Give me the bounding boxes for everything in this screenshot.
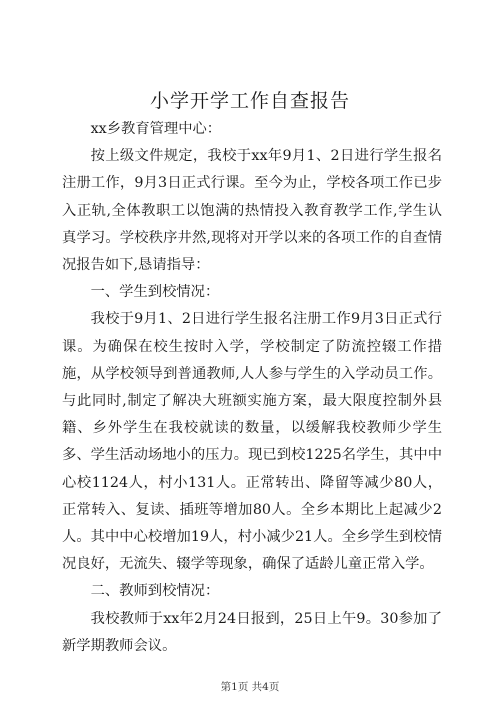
teachers-paragraph: 我校教师于xx年2月24日报到，25日上午9。30参加了新学期教师会议。	[62, 610, 442, 654]
students-paragraph: 我校于9月1、2日进行学生报名注册工作9月3日正式行课。为确保在校生按时入学，学校制定了防流控辍工作措施，从学校领导到普通教师,人人参与学生的入学动员工作。与此同时,制定了解决大班额实施方案，最大限度控制外县籍、乡外学生在我校就读的数量，以缓解我校教师少学生多、学生活动场地小的压力。现已到校1225名学生，其中中心校1124人，村小131人。正常转出、降留等减少80人，正常转入、复读、插班等增加80人。全乡本期比上起减少2人。其中中心校增加19人，村小减少21人。全乡学生到校情况良好，无流失、辍学等现象，确保了适龄儿童正常入学。	[62, 311, 442, 573]
page-footer: 第1页 共4页	[220, 681, 280, 693]
intro-paragraph: 按上级文件规定，我校于xx年9月1、2日进行学生报名注册工作，9月3日正式行课。至今为止，学校各项工作已步入正轨,全体教职工以饱满的热情投入教育教学工作,学生认真学习。学校秩序井然,现将对开学以来的各项工作的自查情况报告如下,恳请指导：	[62, 148, 442, 274]
section-heading-students: 一、学生到校情况：	[90, 284, 220, 301]
section-heading-teachers: 二、教师到校情况：	[90, 583, 220, 600]
document-title: 小学开学工作自查报告	[149, 90, 350, 112]
document-body	[62, 116, 442, 660]
salutation-paragraph: xx乡教育管理中心：	[90, 121, 222, 137]
